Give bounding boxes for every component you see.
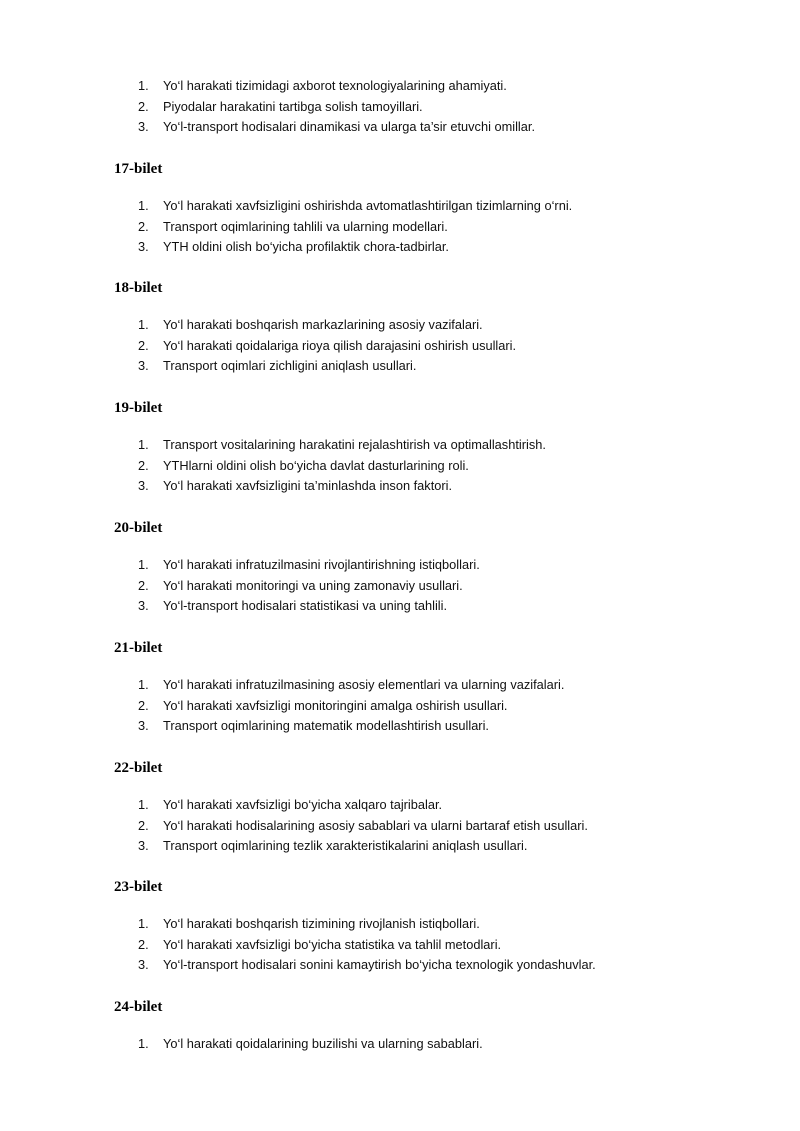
question-number: 2. — [138, 457, 149, 473]
question-text: Yo‘l harakati monitoringi va uning zamonaviy usullari. — [163, 577, 463, 593]
question-item — [0, 237, 800, 258]
question-list — [0, 76, 800, 138]
ticket-title: 17-bilet — [114, 161, 163, 177]
question-item — [0, 935, 800, 956]
question-item — [0, 336, 800, 357]
question-number: 3. — [138, 598, 149, 614]
question-number: 1. — [138, 78, 149, 93]
question-number: 2. — [138, 936, 149, 952]
ticket-title: 21-bilet — [114, 640, 163, 656]
question-item — [0, 555, 800, 576]
question-number: 3. — [138, 478, 149, 494]
question-item — [0, 1034, 800, 1055]
question-text: Yo‘l harakati infratuzilmasini rivojlantirishning istiqbollari. — [163, 557, 480, 572]
question-number: 1. — [138, 677, 149, 692]
question-number: 2. — [138, 577, 149, 593]
question-list — [0, 1034, 800, 1055]
question-text: Transport oqimlarining tahlili va ularning modellari. — [163, 218, 448, 234]
question-number: 2. — [138, 218, 149, 234]
question-number: 2. — [138, 817, 149, 833]
question-number: 3. — [138, 838, 149, 854]
question-text: Yo‘l harakati xavfsizligini ta’minlashda inson faktori. — [163, 478, 453, 494]
question-list — [0, 555, 800, 617]
question-number: 3. — [138, 358, 149, 374]
question-text: Yo‘l harakati tizimidagi axborot texnologiyalarining ahamiyati. — [163, 78, 507, 93]
question-text: YTHlarni oldini olish bo‘yicha davlat dasturlarining roli. — [163, 457, 469, 473]
question-text: Transport oqimlarining matematik modellashtirish usullari. — [163, 718, 489, 734]
question-list — [0, 315, 800, 377]
ticket-title: 18-bilet — [114, 280, 163, 296]
question-item — [0, 117, 800, 138]
question-text: YTH oldini olish bo‘yicha profilaktik chora-tadbirlar. — [163, 239, 449, 255]
question-item — [0, 716, 800, 737]
question-text: Yo‘l harakati boshqarish markazlarining asosiy vazifalari. — [163, 317, 483, 332]
question-text: Yo‘l harakati qoidalarining buzilishi va ularning sabablari. — [163, 1036, 483, 1051]
question-number: 3. — [138, 718, 149, 734]
question-number: 3. — [138, 119, 149, 135]
question-number: 3. — [138, 239, 149, 255]
ticket-title: 20-bilet — [114, 520, 163, 536]
ticket-title: 19-bilet — [114, 400, 163, 416]
question-text: Transport oqimlari zichligini aniqlash usullari. — [163, 358, 417, 374]
question-text: Transport oqimlarining tezlik xarakteristikalarini aniqlash usullari. — [163, 838, 528, 854]
question-item — [0, 456, 800, 477]
question-text: Piyodalar harakatini tartibga solish tamoyillari. — [163, 98, 423, 114]
question-text: Yo‘l harakati xavfsizligi monitoringini amalga oshirish usullari. — [163, 697, 508, 713]
question-text: Yo‘l-transport hodisalari sonini kamaytirish bo‘yicha texnologik yondashuvlar. — [163, 957, 596, 973]
question-number: 2. — [138, 697, 149, 713]
question-item — [0, 836, 800, 857]
question-number: 2. — [138, 337, 149, 353]
question-number: 1. — [138, 1036, 149, 1051]
question-item — [0, 435, 800, 456]
question-text: Yo‘l harakati infratuzilmasining asosiy elementlari va ularning vazifalari. — [163, 677, 565, 692]
question-text: Yo‘l harakati qoidalariga rioya qilish darajasini oshirish usullari. — [163, 337, 517, 353]
question-item — [0, 97, 800, 118]
question-number: 1. — [138, 437, 149, 452]
question-item — [0, 76, 800, 97]
question-text: Yo‘l-transport hodisalari dinamikasi va ularga ta’sir etuvchi omillar. — [163, 119, 535, 135]
ticket-title: 22-bilet — [114, 760, 163, 776]
question-number: 1. — [138, 797, 149, 812]
question-number: 1. — [138, 198, 149, 213]
question-text: Yo‘l harakati xavfsizligi bo‘yicha statistika va tahlil metodlari. — [163, 936, 502, 952]
ticket-title: 24-bilet — [114, 999, 163, 1015]
question-text: Transport vositalarining harakatini rejalashtirish va optimallashtirish. — [163, 437, 546, 452]
question-item — [0, 576, 800, 597]
question-number: 3. — [138, 957, 149, 973]
question-item — [0, 217, 800, 238]
question-item — [0, 696, 800, 717]
question-text: Yo‘l harakati hodisalarining asosiy sabablari va ularni bartaraf etish usullari. — [163, 817, 588, 833]
question-item — [0, 914, 800, 935]
question-item — [0, 315, 800, 336]
question-item — [0, 795, 800, 816]
ticket-title: 23-bilet — [114, 879, 163, 895]
question-item — [0, 196, 800, 217]
question-item — [0, 356, 800, 377]
question-item — [0, 596, 800, 617]
question-text: Yo‘l-transport hodisalari statistikasi va uning tahlili. — [163, 598, 448, 614]
question-list — [0, 435, 800, 497]
question-item — [0, 476, 800, 497]
question-list — [0, 914, 800, 976]
question-item — [0, 675, 800, 696]
question-item — [0, 955, 800, 976]
question-number: 2. — [138, 98, 149, 114]
question-number: 1. — [138, 557, 149, 572]
question-number: 1. — [138, 916, 149, 931]
question-list — [0, 795, 800, 857]
question-text: Yo‘l harakati xavfsizligini oshirishda avtomatlashtirilgan tizimlarning o‘rni. — [163, 198, 573, 213]
question-list — [0, 196, 800, 258]
question-item — [0, 816, 800, 837]
question-text: Yo‘l harakati boshqarish tizimining rivojlanish istiqbollari. — [163, 916, 480, 931]
question-list — [0, 675, 800, 737]
question-number: 1. — [138, 317, 149, 332]
question-text: Yo‘l harakati xavfsizligi bo‘yicha xalqaro tajribalar. — [163, 797, 443, 812]
